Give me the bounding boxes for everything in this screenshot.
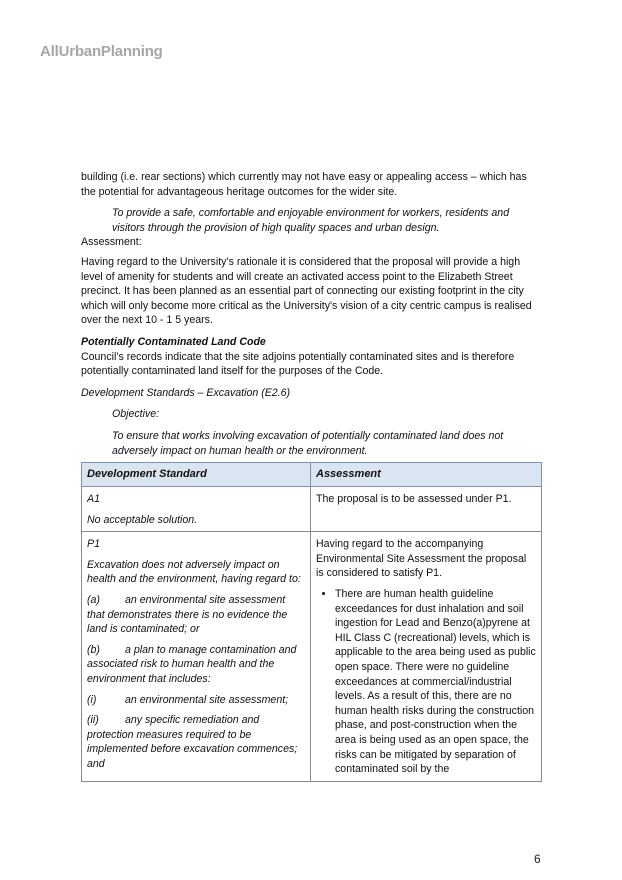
item-label: (i) <box>87 693 97 706</box>
page-number: 6 <box>534 852 541 866</box>
header-assessment: Assessment <box>311 463 542 487</box>
standard-text: No acceptable solution. <box>87 513 198 526</box>
assessment-paragraph: Having regard to the University’s rationale it is considered that the proposal will provide a high level of amenity for students and will create an activated access point to the Elizabeth Street precinct. It has been planned as an essential part of connecting our existing footprint in the city which will only become more critical as the University's vision of a city centric campus is realised over the next 10 - 1 5 years. <box>81 255 532 327</box>
assessment-text: The proposal is to be assessed under P1. <box>316 493 512 506</box>
assessment-label: Assessment: <box>81 236 142 249</box>
table-row <box>82 487 542 532</box>
document-body <box>81 170 541 782</box>
assessment-intro: Having regard to the accompanying Environmental Site Assessment the proposal is considered to satisfy P1. <box>316 538 527 580</box>
list-item: • There are human health guideline exceedances for dust inhalation and soil ingestion for Lead and Benzo(a)pyrene at HIL Class C (recreational) levels, which is applicable to the area being used as public open space. There were no guideline exceedances at commercial/industrial levels. As a result of this, there are no human health risks during the construction phase, and post-construction when the area is being used as an open space, the risks can be mitigated by separation of contaminated soil by the <box>335 587 536 777</box>
item-label: (b) <box>87 643 100 656</box>
standard-code: P1 <box>87 538 100 551</box>
assessment-bullet-list <box>316 587 536 777</box>
item-text: any specific remediation and protection measures required to be implemented before excavation commences; and <box>87 714 298 770</box>
item-text: an environmental site assessment; <box>125 693 289 706</box>
item-text: an environmental site assessment that demonstrates there is no evidence the land is contaminated; or <box>87 594 288 636</box>
assessment-cell <box>311 532 542 782</box>
standard-cell <box>82 487 311 532</box>
section-heading: Potentially Contaminated Land Code <box>81 335 266 348</box>
standard-item <box>87 593 305 637</box>
standard-item <box>87 713 305 771</box>
development-standard-table <box>81 462 542 782</box>
standard-item <box>87 643 305 687</box>
objective-label: Objective: <box>112 408 160 421</box>
item-text: a plan to manage contamination and associated risk to human health and the environment that includes: <box>87 643 297 686</box>
assessment-cell <box>311 487 542 532</box>
standard-cell <box>82 532 311 782</box>
standard-item <box>87 693 305 708</box>
continued-paragraph: building (i.e. rear sections) which currently may not have easy or appealing access – which has the potential for advantageous heritage outcomes for the wider site. <box>81 171 527 198</box>
development-standards-heading: Development Standards – Excavation (E2.6) <box>81 386 291 399</box>
header-development-standard: Development Standard <box>82 463 311 487</box>
objective-text: To ensure that works involving excavation of potentially contaminated land does not adversely impact on human health or the environment. <box>112 429 504 457</box>
objective-quote: To provide a safe, comfortable and enjoyable environment for workers, residents and visitors through the provision of high quality spaces and urban design. <box>112 207 510 234</box>
section-paragraph: Council’s records indicate that the site adjoins potentially contaminated sites and is therefore potentially contaminated land itself for the purposes of the Code. <box>81 350 515 378</box>
item-label: (ii) <box>87 714 99 727</box>
standard-code: A1 <box>87 493 100 506</box>
table-row <box>82 532 542 782</box>
standard-intro: Excavation does not adversely impact on health and the environment, having regard to: <box>87 558 301 586</box>
table-header-row <box>82 463 542 487</box>
item-label: (a) <box>87 594 100 607</box>
company-logo: AllUrbanPlanning <box>40 43 163 60</box>
